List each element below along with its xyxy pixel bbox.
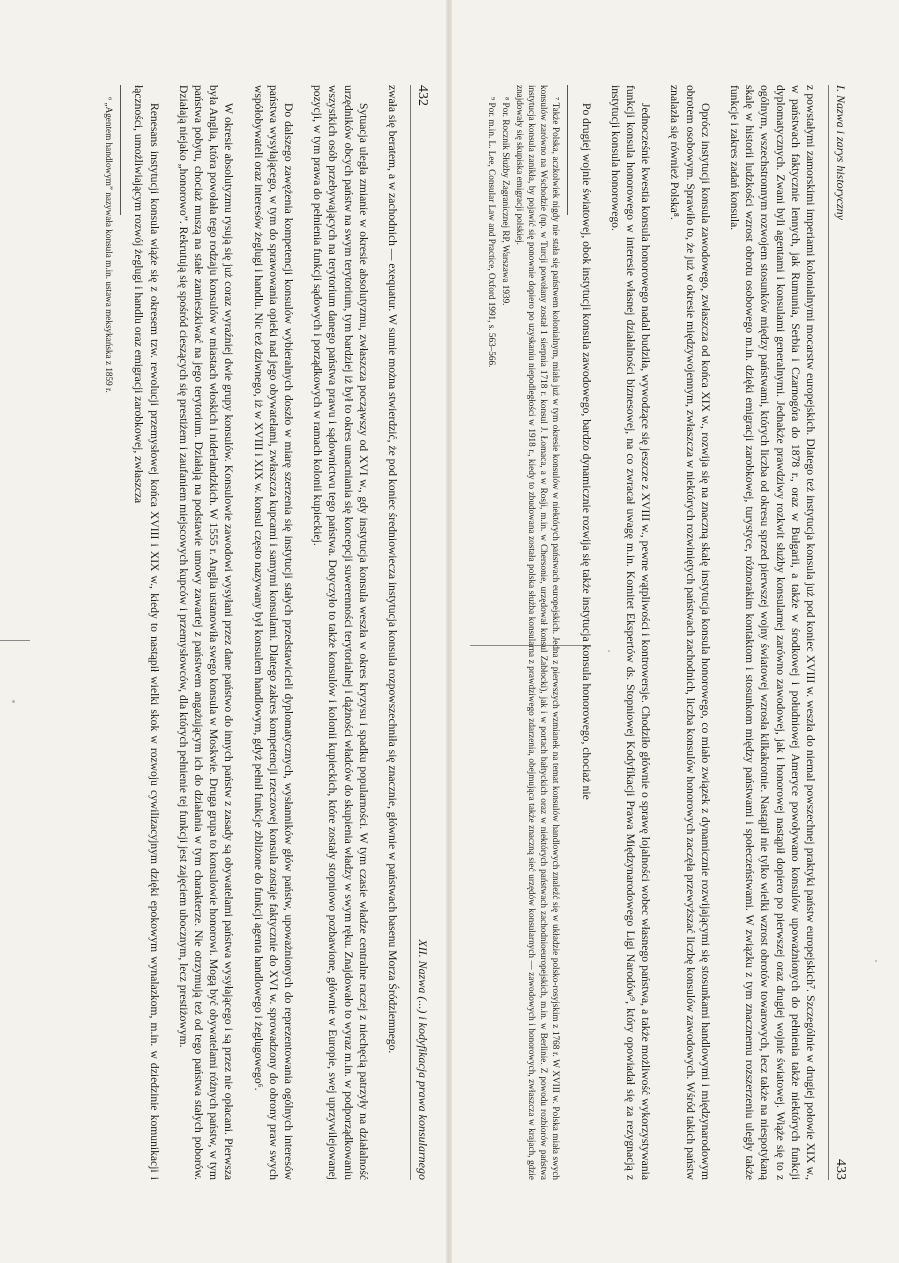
page-number: 432 bbox=[415, 85, 430, 106]
paragraph: Do dalszego zawężenia kompetencji konsulów wybieralnych doszło w miarę szerzenia się instytucji stałych przedstawicieli dyplomatycznych, wysłanników głów państw, upoważnionych do reprezentowania ogólnych interesów państwa wysyłającego, w tym do sprawowania opieki nad jego obywatelami, zwłaszcza kupcami i samymi konsulami. Dlatego zakres kompetencji rzeczowej konsula zostaje faktycznie do XVI w. sprowadzony do obrony praw swych współobywateli oraz interesów żeglugi i handlu. Nic też dziwnego, iż w XVIII i XIX w. konsul często nazywany był konsulem handlowym, gdyż pełnił funkcje zbliżone do funkcji agenta handlowego i żeglugowego⁶. bbox=[251, 85, 295, 1180]
left-page bbox=[30, 85, 430, 1180]
book-gutter bbox=[446, 0, 452, 1263]
footnote: ⁸ Por. Rocznik Służby Zagranicznej RP, Warszawa 1939. bbox=[501, 97, 512, 306]
scan-edge-line bbox=[0, 640, 30, 641]
left-page-header bbox=[410, 85, 430, 1180]
paragraph: Sytuacja uległa zmianie w okresie absolutyzmu, zwłaszcza począwszy od XVI w., gdy instytucja konsula weszła w okres kryzysu i spadku popularności. W tym czasie władze centralne raczej z niechęcią patrzyły na działalność urzędników obcych państw na swym terytorium, tym bardziej iż był to okres umacniania się koncepcji suwerenności terytorialnej i dążności władców do skupienia władzy w swym ręku. Znajdowało to wyraz m.in. w podporządkowaniu wszystkich osób przebywających na terytorium danego państwa prawu i sądownictwu tego państwa. Dotyczyło to także konsulów i kolonii kupieckich, które zostały stopniowo pozbawione, głównie w Europie, swej uprzywilejowanej pozycji, w tym prawa do pełnienia funkcji sądowych i porządkowych w ramach kolonii kupieckiej. bbox=[311, 85, 370, 1180]
footnote: ⁷ Także Polska, aczkolwiek nigdy nie stała się państwem kolonialnym, miała już w tym okresie konsulów w niektórych państwach europejskich. Jedna z pierwszych wzmianek na temat konsulów handlowych znaleźć się w układzie polsko-rosyjskim z 1768 r. W XVIII w. Polska miała swych konsulów zarówno na Wschodzie (np. w Turcji powołany został 1 sierpnia 1718 r. konsul J. Łomaca, a w Rosji, m.in. w Chersonie, urzędował konsul Zabłocki), jak i w portach bałtyckich oraz w niektórych państwach zachodnioeuropejskich, m.in. w Berlinie. Z powodu rozbiorów państwa instytucja konsula zanikła, by pojawić się ponownie dopiero po uzyskaniu niepodległości w 1918 r., kiedy to zbudowana została polska służba konsularna z prawdziwego zdarzenia, obejmująca także znaczną sieć urzędów konsularnych — zawodowych i honorowych, zwłaszcza w krajach, gdzie znajdowały się skupiska emigracji polskiej. bbox=[515, 85, 562, 1180]
page-number: 433 bbox=[833, 1159, 848, 1180]
paragraph: Po drugiej wojnie światowej, obok instytucji konsula zawodowego, bardzo dynamicznie rozwija się także instytucja konsula honorowego, chociaż nie bbox=[579, 103, 593, 800]
footnote: ⁶ „Agentem handlowym” nazywała konsula m.in. ustawa meksykańska z 1859 r. bbox=[104, 97, 115, 393]
paragraph: Renesans instytucji konsula wiąże się z okresem tzw. rewolucji przemysłowej końca XVIII i XIX w., kiedy to nastąpił wielki skok w rozwoju cywilizacyjnym dzięki epokowym wynalazkom, m.in. w dziedzinie komunikacji i łączności, umożliwiającym rozwój żeglugi i handlu oraz emigracji zarobkowej, zwłaszcza bbox=[132, 85, 161, 1180]
footnote-rule bbox=[567, 85, 568, 215]
running-head: I. Nazwa i zarys historyczny bbox=[834, 85, 848, 220]
right-page bbox=[468, 85, 848, 1180]
paragraph: W okresie absolutyzmu rysują się już coraz wyraźniej dwie grupy konsulów. Konsulowie zawodowi wysyłani przez dane państwo do innych państw z zasady są obywatelami państwa wysyłającego i są przez nie opłacani. Pierwsza była Anglia, która powołała tego rodzaju konsulów w miastach włoskich i niderlandzkich. W 1555 r. Anglia ustanowiła swego konsula w Moskwie. Druga grupa to konsulowie honorowi. Mogą być obywatelami różnych państw, w tym państwa pobytu, chociaż muszą na stałe zamieszkiwać na jego terytorium. Działają na podstawie umowy zawartej z państwem angażującym ich do działania w tym charakterze. Nie otrzymują też od tego państwa stałych poborów. Działają niejako „honorowo”. Rekrutują się spośród cieszących się prestiżem i zaufaniem miejscowych kupców i przemysłowców, dla których pełnienie tej funkcji jest zajęciem ubocznym, lecz prestiżowym. bbox=[176, 85, 236, 1180]
paragraph: zwała się beratem, a w zachodnich — exequatur. W sumie można stwierdzić, że pod koniec średniowiecza instytucja konsula rozpowszechniła się znacznie, głównie w państwach basenu Morza Śródziemnego. bbox=[386, 85, 399, 1054]
footnote: ⁹ Por. m.in. L. Lee, Consular Law and Practice, Oxford 1991, s. 563–566. bbox=[487, 97, 498, 368]
paragraph: Oprócz instytucji konsula zawodowego, zwłaszcza od końca XIX w., rozwija się na znaczną skalę instytucja konsula honorowego, co miało związek z dynamicznie rozwijającymi się stosunkami handlowymi i międzynarodowym obrotem osobowym. Sprawiło to, że już w okresie międzywojennym, zwłaszcza w niektórych rozwiniętych państwach zachodnich, liczba konsulów honorowych zaczęła przewyższać liczbę konsulów zawodowych. Wśród takich państw znalazła się również Polska⁸. bbox=[668, 85, 712, 1180]
right-page-header bbox=[828, 85, 848, 1180]
scan-speck bbox=[12, 700, 15, 703]
footnote-rule bbox=[120, 85, 121, 215]
paragraph: Jednocześnie kwestia konsula honorowego nadal budziła, wywodzące się jeszcze z XVIII w., pewne wątpliwości i kontrowersje. Chodziło głównie o sprawę lojalności wobec własnego państwa, a także możliwość wykorzystywania funkcji konsula honorowego w interesie własnej działalności biznesowej, na co zwracał uwagę m.in. Komitet Ekspertów ds. Stopniowej Kodyfikacji Prawa Międzynarodowego Ligi Narodów⁹, który opowiadał się za rezygnacją z instytucji konsula honorowego. bbox=[608, 85, 653, 1180]
scan-speck bbox=[875, 960, 877, 962]
paragraph: z powstałymi zamorskimi imperiami kolonialnymi mocarstw europejskich. Dlatego też instytucja konsula już pod koniec XVIII w. weszła do niemal powszechnej praktyki państw europejskich⁷. Szczególnie w drugiej połowie XIX w., w państwach faktycznie lennych, jak Rumunia, Serbia i Czarnogóra do 1878 r., oraz w Bułgarii, a także w środkowej i południowej Ameryce powoływano konsulów upoważnionych do pełnienia także niektórych funkcji dyplomatycznych. Zwani byli agentami i konsulami generalnymi. Jednakże prawdziwy rozkwit służby konsularnej zarówno zawodowej, jak i honorowej nastąpił dopiero po pierwszej oraz drugiej wojnie światowej. Wiąże się to z ogólnym, wszechstronnym rozwojem stosunków między państwami, których liczba od okresu sprzed pierwszej wojny światowej wzrosła kilkakrotnie. Nastąpił nie tylko wielki wzrost obrotów towarowych, lecz także na niespotykaną skalę w historii ludzkości wzrost obrotu osobowego m.in. dzięki emigracji zarobkowej, turystyce, różnorakim kontaktom i stosunkom między państwami i społeczeństwami. W związku z tym znacznemu rozszerzeniu uległy także funkcje i zakres zadań konsula. bbox=[727, 85, 817, 1180]
running-head: XII. Nazwa (...) i kodyfikacja prawa konsularnego bbox=[416, 939, 430, 1180]
